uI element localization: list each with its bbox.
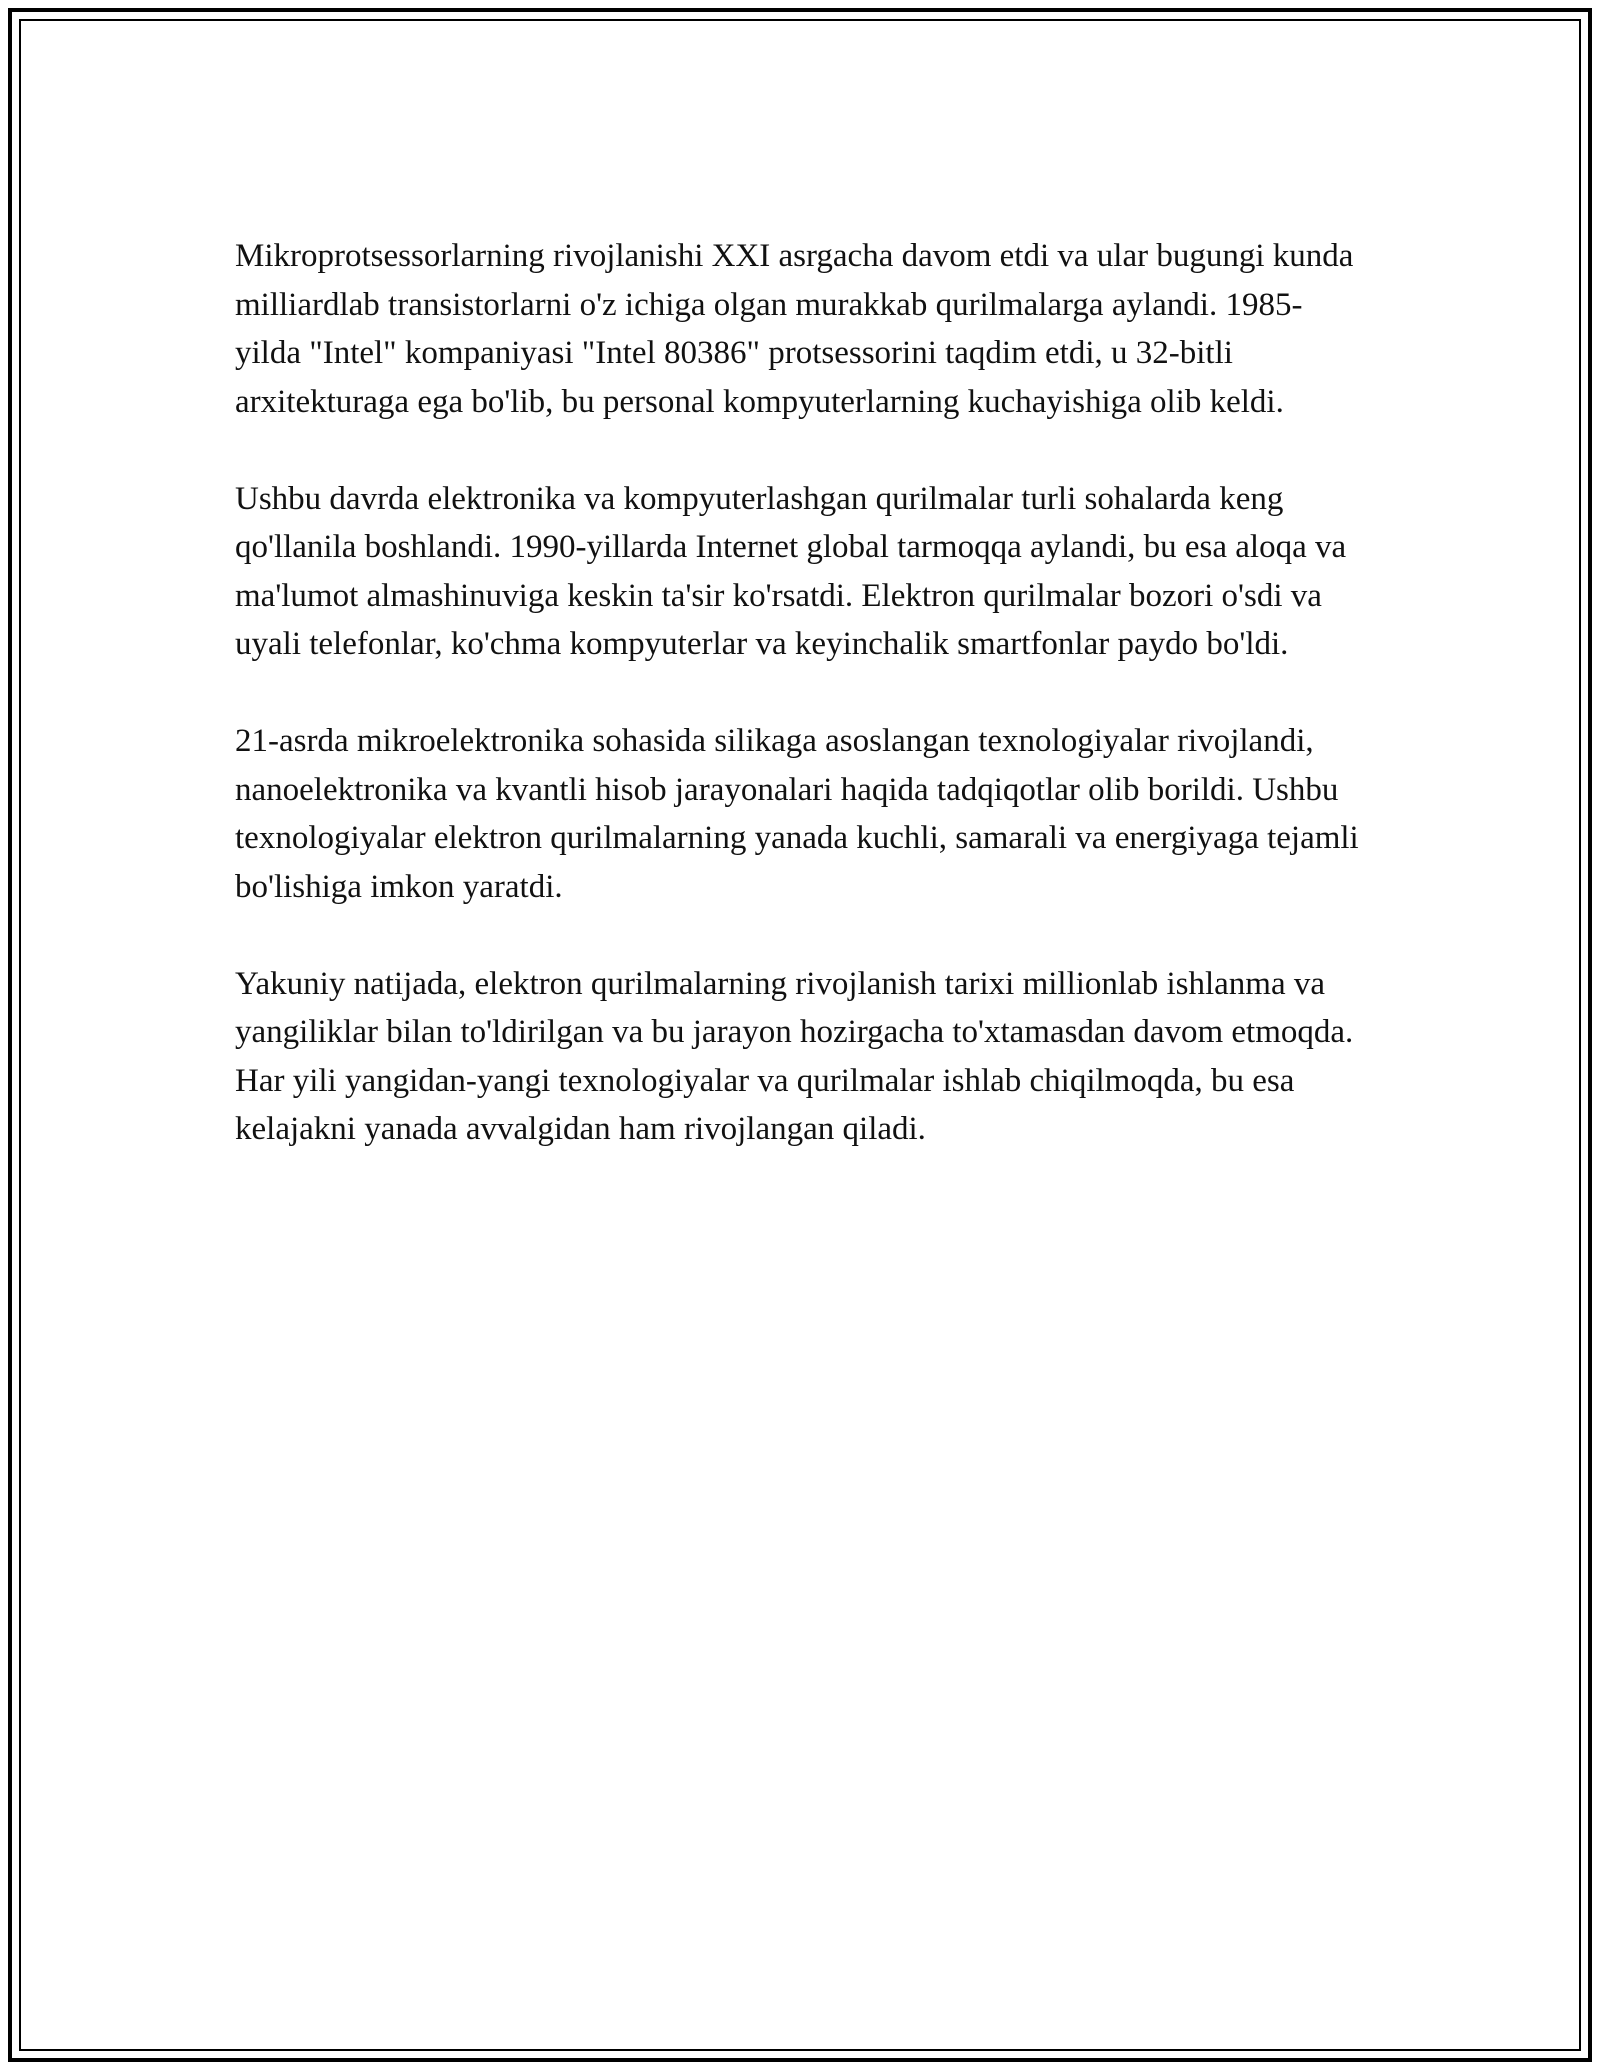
paragraph-2: Ushbu davrda elektronika va kompyuterlashgan qurilmalar turli sohalarda keng qo'llanila boshlandi. 1990-yillarda Internet global tarmoqqa aylandi, bu esa aloqa va ma'lumot almashinuviga keskin ta'sir ko'rsatdi. Elektron qurilmalar bozori o'sdi va uyali telefonlar, ko'chma kompyuterlar va keyinchalik smartfonlar paydo bo'ldi. — [235, 480, 1347, 662]
paragraph-3: 21-asrda mikroelektronika sohasida silikaga asoslangan texnologiyalar rivojlandi, nanoelektronika va kvantli hisob jarayonalari haqida tadqiqotlar olib borildi. Ushbu texnologiyalar elektron qurilmalarning yanada kuchli, samarali va energiyaga tejamli bo'lishiga imkon yaratdi. — [235, 723, 1359, 905]
paragraph-1: Mikroprotsessorlarning rivojlanishi XXI asrgacha davom etdi va ular bugungi kunda milliardlab transistorlarni o'z ichiga olgan murakkab qurilmalarga aylandi. 1985-yilda "Intel" kompaniyasi "Intel 80386" protsessorini taqdim etdi, u 32-bitli arxitekturaga ega bo'lib, bu personal kompyuterlarning kuchayishiga olib keldi. — [235, 238, 1354, 420]
document-body — [235, 232, 1365, 1202]
paragraph-4: Yakuniy natijada, elektron qurilmalarning rivojlanish tarixi millionlab ishlanma va yangiliklar bilan to'ldirilgan va bu jarayon hozirgacha to'xtamasdan davom etmoqda. Har yili yangidan-yangi texnologiyalar va qurilmalar ishlab chiqilmoqda, bu esa kelajakni yanada avvalgidan ham rivojlangan qiladi. — [235, 965, 1354, 1147]
